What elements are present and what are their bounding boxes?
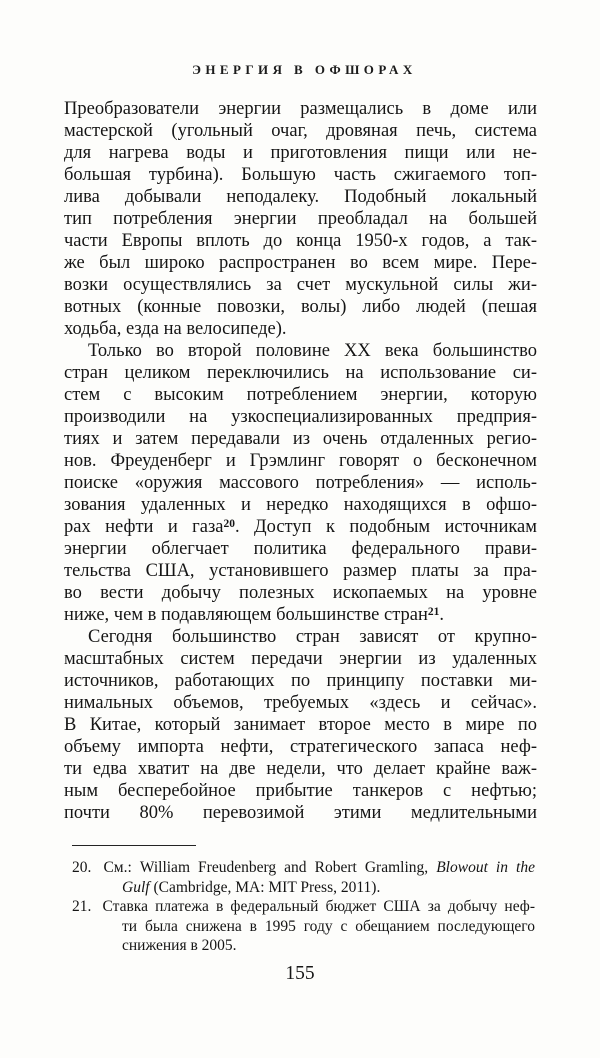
footnote-line: 21. Ставка платежа в федеральный бюджет США за добычу неф- (72, 898, 535, 916)
text-line: поиске «оружия массового потребления» — исполь- (64, 473, 537, 493)
text-line: энергии облегчает политика федерального прави- (64, 539, 537, 559)
text-line: большая турбина). Большую часть сжигаемого топ- (64, 165, 537, 185)
text-line: вотных (конные повозки, волы) либо людей (пешая (64, 297, 537, 317)
text-line: стран целиком переключились на использование си- (64, 363, 537, 383)
footnote-separator-rule (72, 845, 196, 846)
text-line: ным бесперебойное прибытие танкеров с нефтью; (64, 781, 537, 801)
text-line: ходьба, езда на велосипеде). (64, 319, 287, 339)
text-line: тиях и затем передавали из очень отдаленных регио- (64, 429, 537, 449)
footnote (72, 897, 535, 956)
text-line: масштабных систем передачи энергии из удаленных (64, 649, 537, 669)
text-line: же был широко распространен во всем мире. Пере- (64, 253, 537, 273)
text-line: Только во второй половине XX века большинство (88, 341, 537, 361)
text-line: В Китае, который занимает второе место в мире по (64, 715, 537, 735)
paragraph (64, 626, 537, 824)
text-line: мастерской (угольный очаг, дровяная печь, система (64, 121, 537, 141)
text-line: тип потребления энергии преобладал на большей (64, 209, 537, 229)
page-number: 155 (285, 963, 315, 984)
footnote-line: 20. См.: William Freudenberg and Robert Gramling, Blowout in the (72, 859, 535, 876)
footnotes (72, 858, 535, 956)
footnote-reference: 21 (427, 605, 440, 618)
text-line: лива добывали неподалеку. Подобный локальный (64, 187, 537, 207)
text-line: возки осуществлялись за счет мускульной силы жи- (64, 275, 537, 295)
text-line: Сегодня большинство стран зависят от крупно- (88, 627, 537, 647)
text-line: зования удаленных и нередко находящихся в офшо- (64, 495, 537, 515)
text-line: для нагрева воды и приготовления пищи или не- (64, 143, 537, 163)
body-text (64, 98, 537, 824)
text-line: ниже, чем в подавляющем большинстве стран$^{21}$. (64, 605, 444, 625)
text-line: нов. Фреуденберг и Грэмлинг говорят о бесконечном (64, 451, 537, 471)
footnote-number: 21. (72, 898, 92, 916)
text-line: Преобразователи энергии размещались в доме или (64, 99, 537, 119)
italic-text: Gulf (122, 878, 150, 896)
text-line: части Европы вплоть до конца 1950-х годов, а так- (64, 231, 537, 251)
text-line: стем с высоким потреблением энергии, которую (64, 385, 537, 405)
text-line: тельства США, установившего размер платы за пра- (64, 561, 537, 581)
footnote-line: снижения в 2005. (122, 937, 237, 955)
footnote-line: ти была снижена в 1995 году с обещанием последующего (122, 917, 535, 935)
text-line: ти едва хватит на две недели, что делает крайне важ- (64, 759, 537, 779)
text-line: почти 80% перевозимой этими медлительными (64, 803, 537, 823)
paragraph (64, 340, 537, 626)
text-line: рах нефти и газа$^{20}$. Доступ к подобным источникам (64, 517, 537, 537)
running-head: ЭНЕРГИЯ В ОФШОРАХ (192, 62, 417, 77)
footnote (72, 858, 535, 897)
footnote-reference: 20 (223, 517, 235, 530)
paragraph (64, 98, 537, 340)
text-line: во вести добычу полезных ископаемых на уровне (64, 583, 537, 603)
italic-text: Blowout in the (436, 859, 535, 876)
text-line: источников, работающих по принципу поставки ми- (64, 671, 537, 691)
footnote-number: 20. (72, 859, 92, 876)
text-line: объему импорта нефти, стратегического запаса неф- (64, 737, 537, 757)
footnote-line: Gulf (Cambridge, MA: MIT Press, 2011). (122, 878, 381, 896)
text-line: нимальных объемов, требуемых «здесь и сейчас». (64, 693, 537, 713)
text-line: производили на узкоспециализированных предприя- (64, 407, 537, 427)
